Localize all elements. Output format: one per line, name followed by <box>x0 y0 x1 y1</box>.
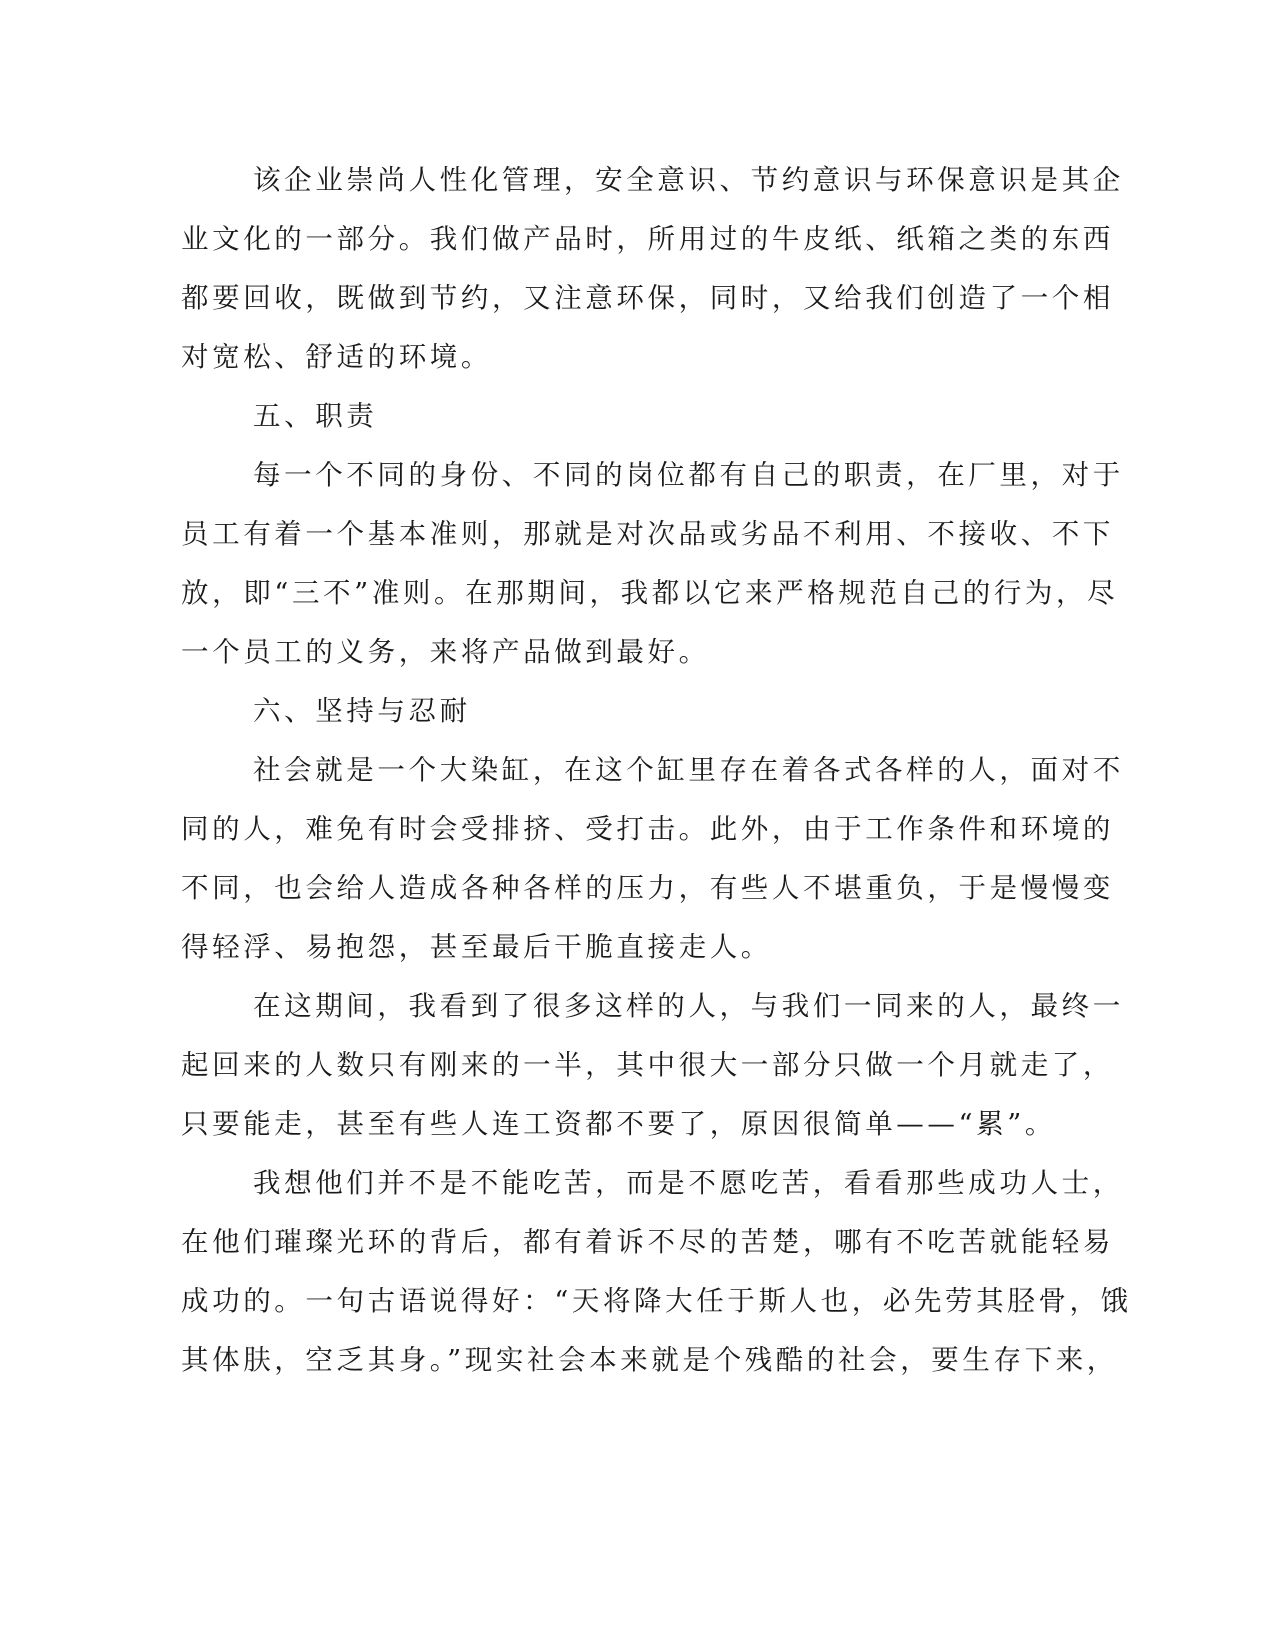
paragraph-line: 成功的。一句古语说得好：“天将降大任于斯人也，必先劳其胫骨，饿 <box>181 1285 1132 1317</box>
section-heading: 五、职责 <box>253 400 378 432</box>
paragraph-line: 我想他们并不是不能吃苦，而是不愿吃苦，看看那些成功人士， <box>253 1167 1124 1199</box>
paragraph-line: 每一个不同的身份、不同的岗位都有自己的职责，在厂里，对于 <box>253 459 1124 491</box>
paragraph-line: 在这期间，我看到了很多这样的人，与我们一同来的人，最终一 <box>253 990 1124 1022</box>
paragraph-line: 该企业崇尚人性化管理，安全意识、节约意识与环保意识是其企 <box>253 164 1124 196</box>
document-body <box>181 151 1132 1390</box>
paragraph-line: 员工有着一个基本准则，那就是对次品或劣品不利用、不接收、不下 <box>181 518 1114 550</box>
paragraph-line: 同的人，难免有时会受排挤、受打击。此外，由于工作条件和环境的 <box>181 813 1114 845</box>
paragraph-line: 对宽松、舒适的环境。 <box>181 341 492 373</box>
paragraph-line: 在他们璀璨光环的背后，都有着诉不尽的苦楚，哪有不吃苦就能轻易 <box>181 1226 1114 1258</box>
paragraph-line: 起回来的人数只有刚来的一半，其中很大一部分只做一个月就走了， <box>181 1049 1114 1081</box>
paragraph-line: 都要回收，既做到节约，又注意环保，同时，又给我们创造了一个相 <box>181 282 1114 314</box>
paragraph-line: 只要能走，甚至有些人连工资都不要了，原因很简单——“累”。 <box>181 1108 1057 1140</box>
paragraph-line: 不同，也会给人造成各种各样的压力，有些人不堪重负，于是慢慢变 <box>181 872 1114 904</box>
section-heading: 六、坚持与忍耐 <box>253 695 471 727</box>
paragraph-line: 得轻浮、易抱怨，甚至最后干脆直接走人。 <box>181 931 772 963</box>
paragraph-line: 业文化的一部分。我们做产品时，所用过的牛皮纸、纸箱之类的东西 <box>181 223 1114 255</box>
paragraph-line: 放，即“三不”准则。在那期间，我都以它来严格规范自己的行为，尽 <box>181 577 1119 609</box>
paragraph-line: 其体肤，空乏其身。”现实社会本来就是个残酷的社会，要生存下来， <box>181 1344 1118 1376</box>
paragraph-line: 社会就是一个大染缸，在这个缸里存在着各式各样的人，面对不 <box>253 754 1124 786</box>
paragraph-line: 一个员工的义务，来将产品做到最好。 <box>181 636 710 668</box>
